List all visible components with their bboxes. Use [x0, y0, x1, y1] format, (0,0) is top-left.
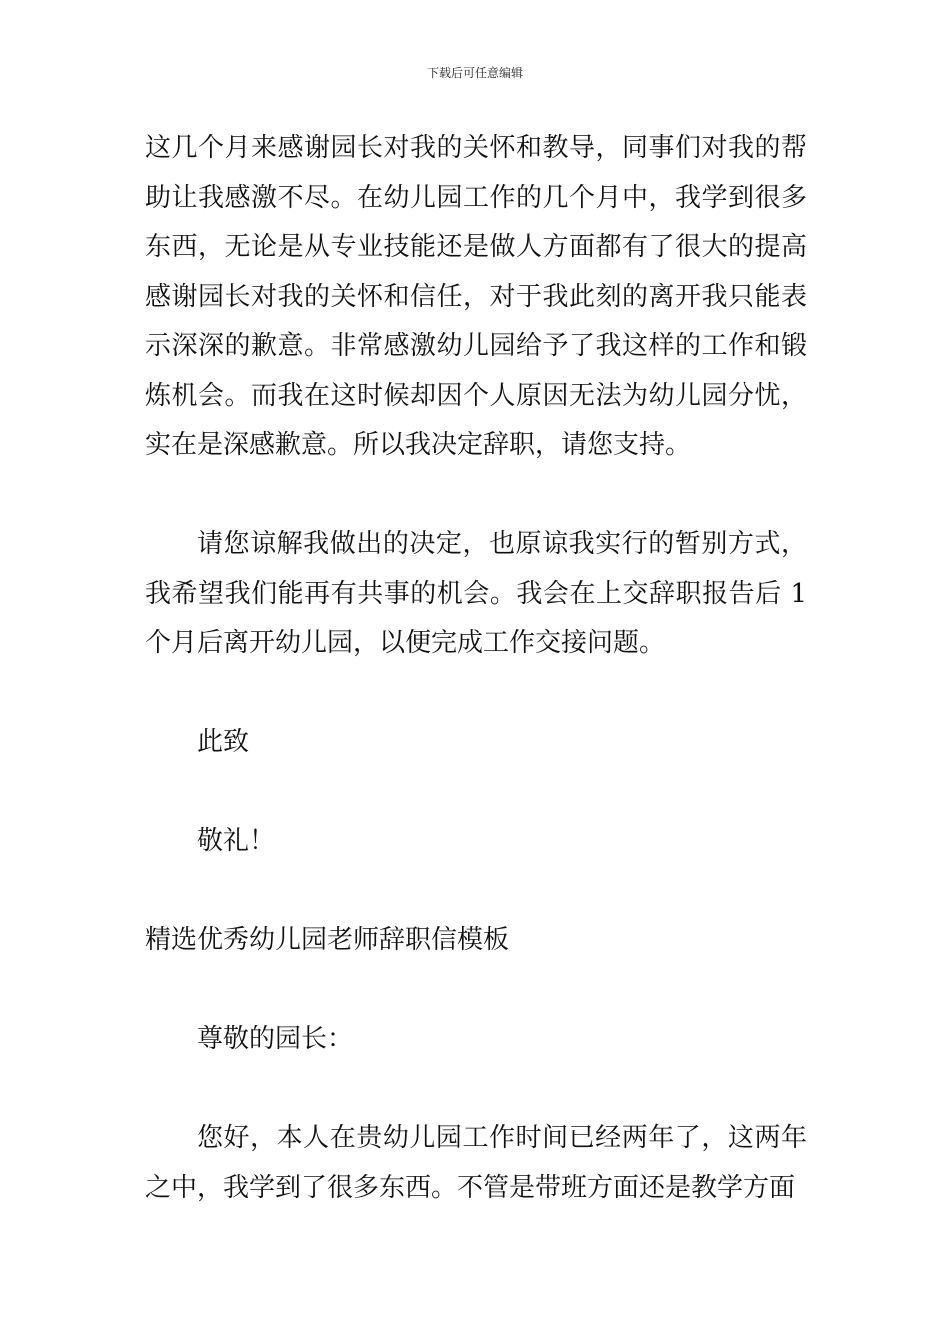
blank-line	[145, 1065, 807, 1115]
paragraph-understanding: 请您谅解我做出的决定，也原谅我实行的暂别方式，我希望我们能再有共事的机会。我会在上交辞职报告后 1 个月后离开幼儿园，以便完成工作交接问题。	[145, 529, 807, 658]
blank-line	[145, 966, 807, 1016]
blank-line	[145, 471, 807, 521]
salutation: 尊敬的园长：	[197, 1024, 354, 1054]
page-header-note: 下载后可任意编辑	[426, 66, 523, 80]
blank-line	[145, 669, 807, 719]
document-body	[145, 124, 807, 1213]
paragraph-opening: 您好，本人在贵幼儿园工作时间已经两年了，这两年之中，我学到了很多东西。不管是带班方面还是教学方面	[145, 1123, 807, 1203]
section-title: 精选优秀幼儿园老师辞职信模板	[145, 925, 510, 955]
closing-cizhi: 此致	[197, 727, 250, 757]
paragraph-gratitude: 这几个月来感谢园长对我的关怀和教导，同事们对我的帮助让我感激不尽。在幼儿园工作的几个月中，我学到很多东西，无论是从专业技能还是做人方面都有了很大的提高感谢园长对我的关怀和信任，对于我此刻的离开我只能表示深深的歉意。非常感激幼儿园给予了我这样的工作和锻炼机会。而我在这时候却因个人原因无法为幼儿园分忧，实在是深感歉意。所以我决定辞职，请您支持。	[145, 133, 807, 460]
blank-line	[145, 768, 807, 818]
blank-line	[145, 867, 807, 917]
closing-jingli: 敬礼！	[197, 826, 276, 856]
